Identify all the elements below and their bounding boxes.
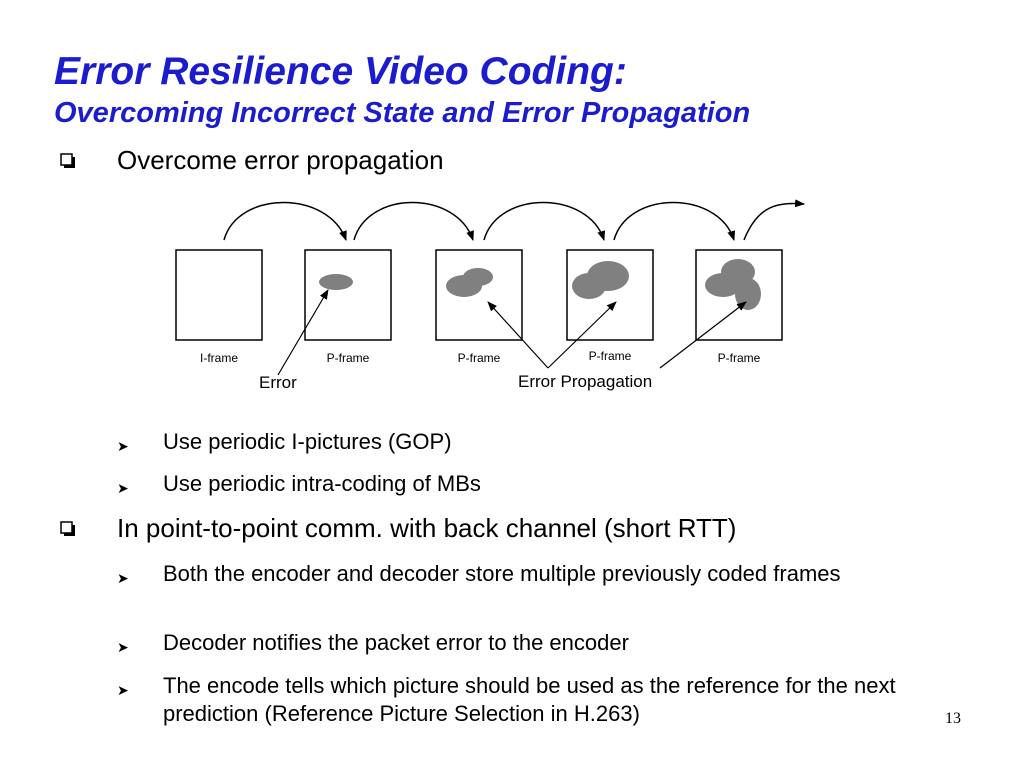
- frame-label: P-frame: [588, 349, 632, 363]
- p-frame-box: [436, 250, 522, 340]
- sub-bullet-periodic-intra-coding: Use periodic intra-coding of MBs: [163, 471, 481, 496]
- slide-title: Error Resilience Video Coding:: [54, 50, 627, 93]
- reference-arrow: [224, 203, 346, 241]
- arrow-bullet-icon: ➤: [117, 480, 129, 496]
- sub-bullet-reference-picture-selection: The encode tells which picture should be used as the reference for the next prediction (Reference Picture Selection in H.263): [163, 673, 896, 726]
- sub-bullet-store-multiple-frames: Both the encoder and decoder store multiple previously coded frames: [163, 561, 841, 586]
- arrow-bullet-icon: ➤: [117, 438, 129, 454]
- arrow-bullet-icon: ➤: [117, 639, 129, 655]
- arrow-bullet-icon: ➤: [117, 570, 129, 586]
- reference-arrow: [484, 203, 604, 241]
- frame-label: P-frame: [457, 351, 501, 365]
- bullet-overcome-error-propagation: Overcome error propagation: [117, 145, 444, 175]
- reference-arrow: [744, 204, 804, 240]
- p-frame-box: [305, 250, 391, 340]
- i-frame-box: [176, 250, 262, 340]
- sub-bullet-decoder-notifies: Decoder notifies the packet error to the encoder: [163, 630, 629, 655]
- frame-label: I-frame: [199, 351, 239, 365]
- reference-arrow: [354, 203, 473, 241]
- square-bullet-icon: [60, 521, 76, 537]
- arrow-bullet-icon: ➤: [117, 682, 129, 698]
- reference-arrow: [614, 203, 734, 241]
- square-bullet-icon: [60, 153, 76, 169]
- error-label: Error: [259, 373, 297, 392]
- frame-label: P-frame: [326, 351, 370, 365]
- error-propagation-label: Error Propagation: [518, 372, 653, 391]
- bullet-point-to-point-back-channel: In point-to-point comm. with back channel (short RTT): [117, 513, 737, 543]
- slide-subtitle: Overcoming Incorrect State and Error Propagation: [54, 97, 751, 129]
- frame-label: P-frame: [717, 351, 761, 365]
- sub-bullet-periodic-i-pictures: Use periodic I-pictures (GOP): [163, 429, 452, 454]
- error-propagation-diagram: [168, 190, 818, 400]
- page-number: 13: [945, 710, 961, 727]
